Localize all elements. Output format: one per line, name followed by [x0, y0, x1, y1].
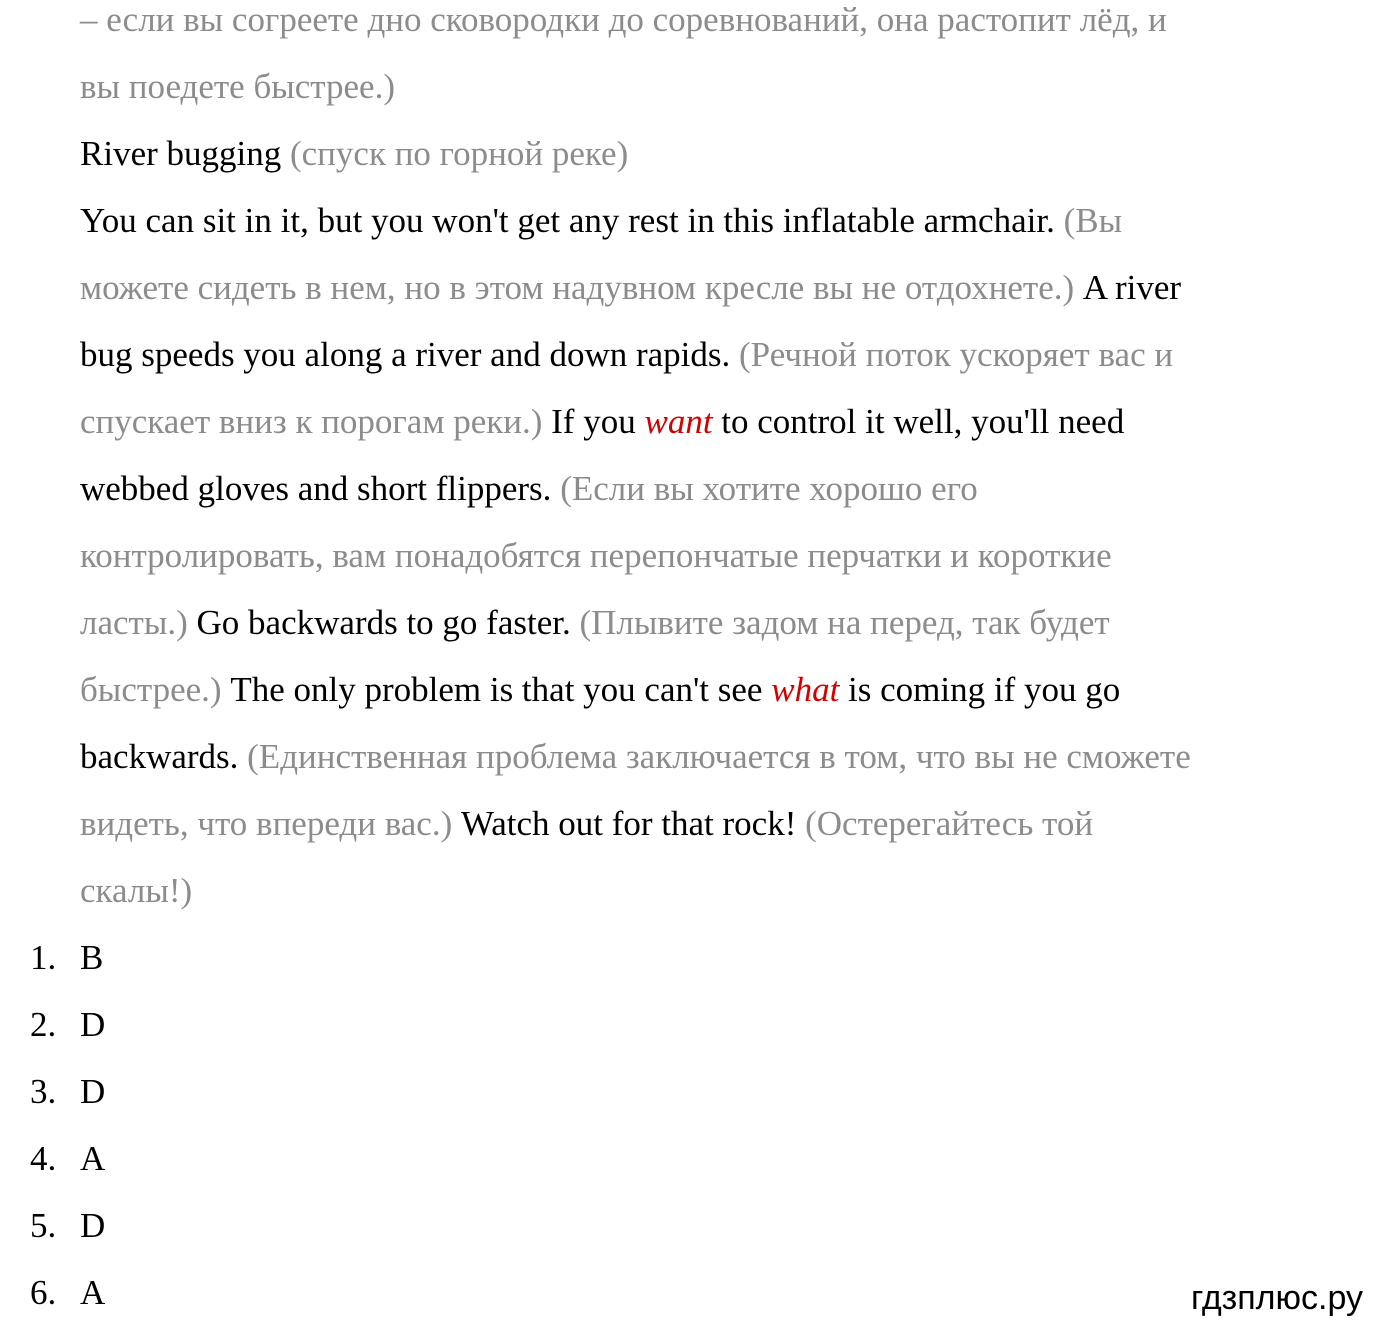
russian-text: спускает вниз к порогам реки.) [80, 402, 543, 441]
english-text: The only problem is that you can't see [221, 670, 772, 709]
highlighted-word: want [644, 402, 713, 441]
english-text: If you [542, 402, 645, 441]
answer-list [30, 938, 630, 1340]
answer-value: D [80, 1072, 106, 1111]
answer-value: B [80, 938, 104, 977]
answer-value: A [80, 1139, 106, 1178]
text-line [80, 603, 1330, 670]
english-text: Watch out for that rock! [452, 804, 797, 843]
text-line [80, 402, 1330, 469]
english-text: bug speeds you along a river and down rapids. [80, 335, 731, 374]
english-text: is coming if you go [839, 670, 1121, 709]
answer-item [30, 1206, 630, 1273]
text-line [80, 67, 1330, 134]
english-text: Go backwards to go faster. [187, 603, 571, 642]
text-line [80, 268, 1330, 335]
answer-number: 6. [30, 1273, 57, 1312]
text-line [80, 201, 1330, 268]
section-heading [80, 134, 1330, 201]
answer-item [30, 938, 630, 1005]
russian-text: (спуск по горной реке) [281, 134, 629, 173]
russian-text: быстрее.) [80, 670, 222, 709]
text-line [80, 737, 1330, 804]
answer-number: 5. [30, 1206, 57, 1245]
text-line [80, 670, 1330, 737]
answer-number: 2. [30, 1005, 57, 1044]
english-text: webbed gloves and short flippers. [80, 469, 552, 508]
russian-text: (Если вы хотите хорошо его [551, 469, 978, 508]
russian-text: ласты.) [80, 603, 188, 642]
site-watermark: гдзплюс.ру [1190, 1279, 1363, 1317]
russian-text: – если вы согреете дно сковородки до соревнований, она растопит лёд, и [80, 0, 1167, 39]
russian-text: (Вы [1054, 201, 1123, 240]
russian-text: скалы!) [80, 871, 193, 910]
text-line [80, 536, 1330, 603]
answer-value: D [80, 1206, 106, 1245]
russian-text: контролировать, вам понадобятся перепончатые перчатки и короткие [80, 536, 1112, 575]
text-line [80, 804, 1330, 871]
russian-text: вы поедете быстрее.) [80, 67, 395, 106]
translation-text [80, 0, 1330, 938]
russian-text: видеть, что впереди вас.) [80, 804, 453, 843]
english-heading: River bugging [80, 134, 282, 173]
russian-text: (Единственная проблема заключается в том, что вы не сможете [238, 737, 1191, 776]
answer-number: 3. [30, 1072, 57, 1111]
answer-value: D [80, 1005, 106, 1044]
russian-text: (Остерегайтесь той [796, 804, 1094, 843]
answer-number: 1. [30, 938, 57, 977]
answer-item [30, 1273, 630, 1340]
english-text: backwards. [80, 737, 239, 776]
english-text: You can sit in it, but you won't get any rest in this inflatable armchair. [80, 201, 1055, 240]
answer-value: A [80, 1273, 106, 1312]
text-line [80, 335, 1330, 402]
answer-item [30, 1005, 630, 1072]
highlighted-word: what [771, 670, 840, 709]
english-text: A river [1074, 268, 1182, 307]
text-line [80, 0, 1330, 67]
russian-text: можете сидеть в нем, но в этом надувном кресле вы не отдохнете.) [80, 268, 1075, 307]
answer-number: 4. [30, 1139, 57, 1178]
russian-text: (Речной поток ускоряет вас и [730, 335, 1174, 374]
russian-text: (Плывите задом на перед, так будет [570, 603, 1110, 642]
text-line [80, 469, 1330, 536]
english-text: to control it well, you'll need [712, 402, 1125, 441]
answer-item [30, 1072, 630, 1139]
answer-item [30, 1139, 630, 1206]
text-line [80, 871, 1330, 938]
